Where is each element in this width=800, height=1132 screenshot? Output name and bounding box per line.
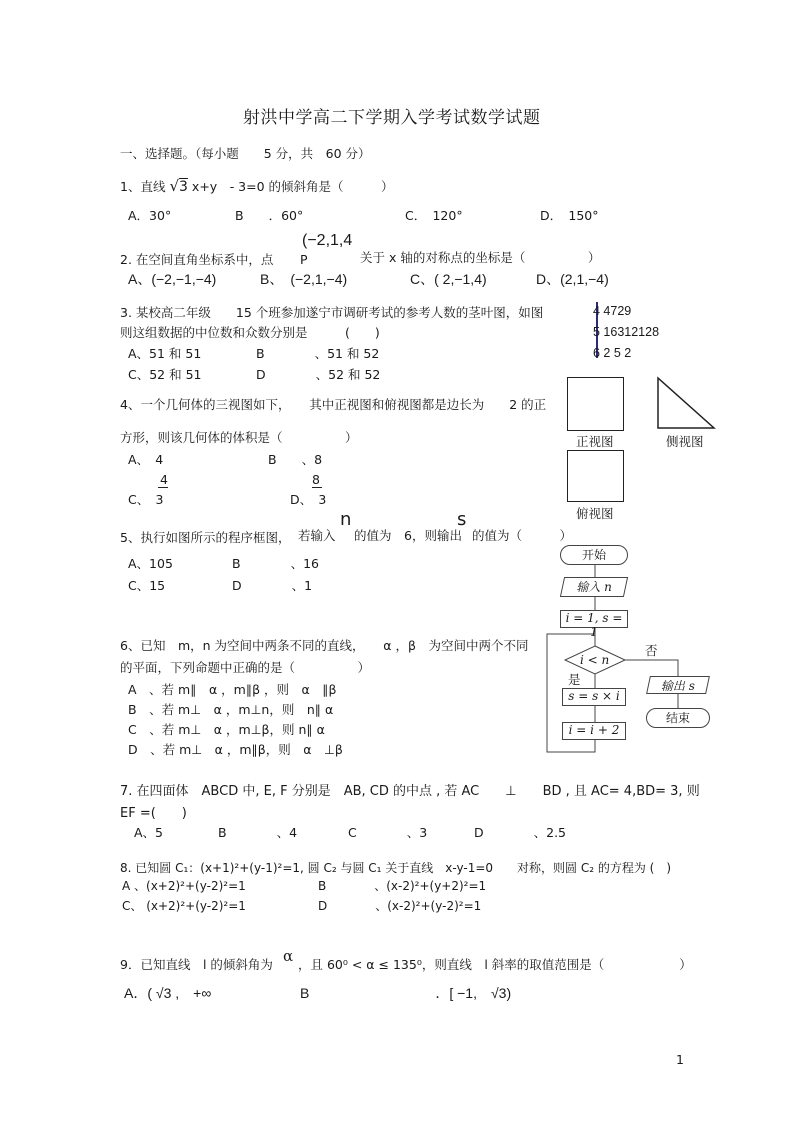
fraction-bar [158,487,168,488]
q5-stem-c: 的值为 6，则输出 [354,528,462,543]
q5-stem-b: 若输入 [298,528,336,543]
q2-option-b: B、 (−2,1,−4) [260,271,348,287]
q7-option-a: A、5 [134,825,164,840]
section-heading: 一、选择题。（每小题 5 分，共 60 分） [120,146,371,161]
q8-line-1: 8. 已知圆 C₁：(x+1)²+(y-1)²=1, 圆 C₂ 与圆 C₁ 关于直线 x-y-1=0 对称，则圆 C₂ 的方程为 ( ) [120,861,672,875]
q4-frac-c-num: 4 [160,472,168,487]
q1-option-b: B ．60° [235,208,304,223]
q8-option-d: D 、(x-2)²+(y-2)²=1 [318,899,482,913]
flowchart-start: 开始 [560,545,628,565]
page-number: 1 [676,1052,684,1067]
stem-leaf-row: 4 4729 [593,304,632,318]
flowchart-multiply: s = s × i [562,688,626,706]
q8-option-b: B 、(x-2)²+(y+2)²=1 [318,879,487,893]
q1-option-c: C． 120° [405,208,463,223]
q9-alpha: α [283,947,294,965]
q3-option-a: A、51 和 51 [128,346,202,361]
fraction-bar [312,487,322,488]
flowchart-end: 结束 [646,708,710,728]
q4-line-2: 方形，则该几何体的体积是（ ） [120,430,358,445]
q5-option-a: A、105 [128,556,173,571]
q2-option-a: A、(−2,−1,−4) [128,271,217,287]
flowchart-no-label: 否 [645,643,658,658]
q6-line-2: 的平面，下列命题中正确的是（ ） [120,660,371,675]
page-title: 射洪中学高二下学期入学考试数学试题 [243,108,541,128]
front-view-caption: 正视图 [576,434,614,449]
flowchart-input [560,577,628,597]
q3-option-c: C、52 和 51 [128,367,202,382]
top-view-square [567,450,624,502]
q2-stem-a: 2. 在空间直角坐标系中，点 [120,252,274,267]
q5-var-n: n [340,509,352,530]
front-view-square [567,377,624,431]
q9-stem-b: ，且 60⁰ < α ≤ 135⁰，则直线 l 斜率的取值范围是（ ） [298,957,692,972]
q1-stem: 1、直线 √3 x+y - 3=0 的倾斜角是（ ） [120,177,394,195]
q4-option-a: A、 4 [128,452,164,467]
q2-option-d: D、(2,1,−4) [536,271,609,287]
flowchart-yes-label: 是 [568,672,581,687]
q4-line-1: 4、一个几何体的三视图如下， 其中正视图和俯视图都是边长为 2 的正 [120,397,547,412]
q4-option-d: D、 3 [290,492,327,507]
flowchart-condition: i < n [580,653,610,667]
q5-option-d: D 、1 [232,578,313,593]
flowchart-output-label: 输出 s [660,679,695,693]
q5-stem-a: 5、执行如图所示的程序框图， [120,530,291,545]
top-view-caption: 俯视图 [576,506,614,521]
sqrt-symbol: √ [169,177,180,195]
q7-line-1: 7. 在四面体 ABCD 中, E, F 分别是 AB, CD 的中点 , 若 AC ⊥ BD , 且 AC= 4,BD= 3, 则 [120,784,700,799]
q7-line-2: EF =( ) [120,806,187,821]
q5-var-s: s [457,509,467,530]
stem-leaf-row: 5 16312128 [593,325,660,339]
q5-option-b: B 、16 [232,556,319,571]
q7-option-b: B 、4 [218,825,298,840]
q4-option-b: B 、8 [268,452,323,467]
q6-option-b: B 、若 m⊥ α ，m⊥n，则 n∥ α [128,702,334,717]
q5-option-c: C、15 [128,578,166,593]
q6-line-1: 6、已知 m，n 为空间中两条不同的直线， α ，β 为空间中两个不同 [120,638,529,653]
q5-stem-d: 的值为（ ） [472,528,573,543]
flowchart-increment: i = i + 2 [562,722,626,740]
q4-option-c: C、 3 [128,492,164,507]
q6-option-d: D 、若 m⊥ α ，m∥β，则 α ⊥β [128,742,343,757]
q3-line-2: 则这组数据的中位数和众数分别是 ( ) [120,325,380,340]
q3-line-1: 3. 某校高二年级 15 个班参加遂宁市调研考试的参考人数的茎叶图，如图 [120,305,544,320]
side-view-triangle [656,376,718,432]
q2-stem-b: 关于 x 轴的对称点的坐标是（ ） [360,250,601,265]
q9-option-b: B ．[ −1, √3) [300,985,512,1001]
q2-point-p: P [300,252,308,267]
q6-option-c: C 、若 m⊥ α ，m⊥β，则 n∥ α [128,722,325,737]
q1-option-a: A．30° [128,208,172,223]
side-view-caption: 侧视图 [666,434,704,449]
q8-option-c: C、 (x+2)²+(y-2)²=1 [122,899,246,913]
q7-option-c: C 、3 [348,825,428,840]
q9-stem-a: 9．已知直线 l 的倾斜角为 [120,957,273,972]
q1-option-d: D． 150° [540,208,599,223]
q7-option-d: D 、2.5 [474,825,567,840]
q6-option-a: A 、若 m∥ α ，m∥β ，则 α ∥β [128,682,337,697]
flowchart-init: i = 1, s = 1 [560,610,628,628]
q9-option-a: A．( √3 , +∞ [124,985,212,1001]
q3-option-b: B 、51 和 52 [256,346,380,361]
q2-option-c: C、( 2,−1,4) [410,271,487,287]
flowchart-input-label: 输入 n [576,580,612,594]
stem-leaf-row: 6 2 5 2 [593,346,632,360]
q4-frac-d-num: 8 [312,472,320,487]
q2-coords: (−2,1,4 [302,232,353,249]
q8-option-a: A 、(x+2)²+(y-2)²=1 [122,879,246,893]
flowchart-output [646,676,710,694]
q3-option-d: D 、52 和 52 [256,367,381,382]
